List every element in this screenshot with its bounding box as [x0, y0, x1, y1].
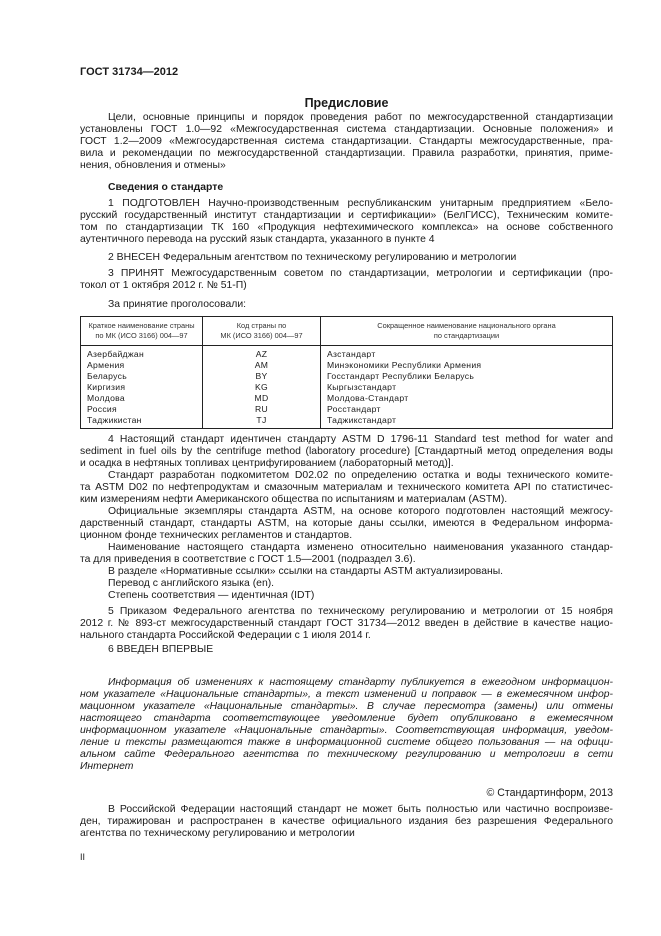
- text-line: вила и рекомендации по межгосударственной стандартизации. Правила разработки, принятия, приме-: [80, 148, 613, 159]
- text-line: Сведения о стандарте: [108, 182, 224, 193]
- text-line: альном сайте Федерального агентства по техническому регулированию и метрологии в сети: [80, 749, 613, 760]
- text-line: токол от 1 октября 2012 г. № 51-П): [80, 280, 247, 291]
- text-line: Наименование настоящего стандарта изменено относительно наименования указанного стандар-: [108, 542, 613, 553]
- cell-code: KG: [203, 382, 321, 393]
- cell-country: Беларусь: [81, 371, 203, 382]
- text-line: Стандарт разработан подкомитетом D02.02 по определению остатка и воды технического комите-: [108, 470, 613, 481]
- text-line: Информация об изменениях к настоящему стандарту публикуется в ежегодном информацион-: [108, 677, 613, 688]
- cell-country: Таджикистан: [81, 415, 203, 429]
- text-line: 2 ВНЕСЕН Федеральным агентством по техническому регулированию и метрологии: [108, 252, 517, 263]
- text-line: Перевод с английского языка (en).: [108, 578, 275, 589]
- table-row: [81, 404, 613, 415]
- text-line: ден, тиражирован и распространен в качестве официального издания без разрешения Федерального: [80, 816, 613, 827]
- text-line: sediment in fuel oils by the centrifuge method (laboratory procedure) [Стандартный метод определения воды: [80, 446, 613, 457]
- text-line: В Российской Федерации настоящий стандарт не может быть полностью или частично воспроизве-: [108, 804, 613, 815]
- paragraph-about-heading: [80, 182, 613, 194]
- paragraph-item-3: [80, 268, 613, 292]
- text-line: Цели, основные принципы и порядок проведения работ по межгосударственной стандартизации: [108, 112, 613, 123]
- text-line: ким измерениям нефти Американского общества по испытаниям и материалам (ASTM).: [80, 494, 508, 505]
- table-row: [81, 346, 613, 361]
- paragraph-intro: [80, 112, 613, 172]
- text-line: установлены ГОСТ 1.0—92 «Межгосударственная система стандартизации. Основные положения» и: [80, 124, 613, 135]
- table-row: [81, 371, 613, 382]
- cell-country: Киргизия: [81, 382, 203, 393]
- cell-authority: Минэкономики Республики Армения: [321, 360, 613, 371]
- paragraph-item-4-name: [80, 542, 613, 566]
- paragraph-item-4-dev: [80, 470, 613, 506]
- text-line: аутентичного перевода на русский язык стандарта, указанного в пункте 4: [80, 234, 435, 245]
- cell-authority: Азстандарт: [321, 346, 613, 361]
- text-line: нального стандарта Российской Федерации с 1 июля 2014 г.: [80, 630, 371, 641]
- table-row: [81, 360, 613, 371]
- page-title: Предисловие: [304, 96, 389, 110]
- text-line: и осадка в нефтяных топливах центрифугированием (лабораторный метод)].: [80, 458, 454, 469]
- text-line: информационном указателе «Национальные стандарты». Соответствующая информация, уведом-: [80, 725, 613, 736]
- cell-authority: Кыргызстандарт: [321, 382, 613, 393]
- cell-authority: Таджикстандарт: [321, 415, 613, 429]
- text-line: агентства по техническому регулированию и метрологии: [80, 828, 355, 839]
- cell-code: MD: [203, 393, 321, 404]
- paragraph-item-4-translation: [80, 578, 613, 590]
- cell-code: TJ: [203, 415, 321, 429]
- paragraph-changes-info: [80, 677, 613, 773]
- paragraph-item-4-refs: [80, 566, 613, 578]
- text-line: За принятие проголосовали:: [108, 299, 247, 310]
- text-line: ционном фонде технических регламентов и стандартов.: [80, 530, 353, 541]
- cell-authority: Молдова-Стандарт: [321, 393, 613, 404]
- header-line: Краткое наименование страны: [88, 321, 195, 330]
- paragraph-item-6: [80, 644, 613, 656]
- paragraph-item-1: [80, 198, 613, 246]
- text-line: В разделе «Нормативные ссылки» ссылки на стандарты ASTM актуализированы.: [108, 566, 504, 577]
- paragraph-item-5: [80, 606, 613, 642]
- text-line: настоящего стандарта соответствующее уведомление будет опубликовано в ежемесячном: [80, 713, 613, 724]
- table-row: [81, 415, 613, 429]
- table-row: [81, 393, 613, 404]
- table-row: [81, 382, 613, 393]
- text-line: Степень соответствия — идентичная (IDT): [108, 590, 315, 601]
- text-line: 3 ПРИНЯТ Межгосударственным советом по стандартизации, метрологии и сертификации (про-: [108, 268, 613, 279]
- cell-code: RU: [203, 404, 321, 415]
- cell-code: AZ: [203, 346, 321, 361]
- header-line: Код страны по: [236, 321, 287, 330]
- paragraph-item-4-degree: [80, 590, 613, 602]
- table-body: [81, 346, 613, 429]
- cell-country: Армения: [81, 360, 203, 371]
- text-line: русский государственный институт стандартизации и сертификации» (БелГИСС), Техническим комите-: [80, 210, 613, 221]
- text-line: та ASTM D02 по нефтепродуктам и смазочным материалам и технического комитета API по статистичес-: [80, 482, 613, 493]
- voting-table: [80, 316, 613, 429]
- text-line: ГОСТ 1.2—2009 «Межгосударственная система стандартизации. Стандарты межгосударственные, пра-: [80, 136, 613, 147]
- cell-country: Азербайджан: [81, 346, 203, 361]
- column-header-authority: [321, 317, 613, 346]
- paragraph-voted: [80, 299, 613, 311]
- text-line: нения, обновления и отмены»: [80, 160, 226, 171]
- header-line: по стандартизации: [433, 331, 500, 340]
- column-header-code: [203, 317, 321, 346]
- text-line: 1 ПОДГОТОВЛЕН Научно-производственным республиканским унитарным предприятием «Бело-: [108, 198, 613, 209]
- text-line: мационном указателе «Национальные стандарты». В случае пересмотра (замены) или отмены: [80, 701, 613, 712]
- cell-country: Россия: [81, 404, 203, 415]
- cell-authority: Госстандарт Республики Беларусь: [321, 371, 613, 382]
- cell-code: BY: [203, 371, 321, 382]
- copyright: © Стандартинформ, 2013: [486, 787, 613, 799]
- text-line: Интернет: [80, 761, 134, 772]
- page-number: II: [80, 852, 86, 862]
- paragraph-item-4-official: [80, 506, 613, 542]
- header-line: по МК (ИСО 3166) 004—97: [95, 331, 188, 340]
- cell-country: Молдова: [81, 393, 203, 404]
- header-line: МК (ИСО 3166) 004—97: [220, 331, 303, 340]
- paragraph-copyright-notice: [80, 804, 613, 840]
- table-header-row: [81, 317, 613, 346]
- text-line: та для приведения в соответствие с ГОСТ 1.5—2001 (подраздел 3.6).: [80, 554, 416, 565]
- text-line: 5 Приказом Федерального агентства по техническому регулированию и метрологии от 15 ноября: [108, 606, 613, 617]
- header-line: Сокращенное наименование национального органа: [377, 321, 556, 330]
- text-line: 2012 г. № 893-ст межгосударственный стандарт ГОСТ 31734—2012 введен в действие в качестве нацио-: [80, 618, 613, 629]
- document-header: ГОСТ 31734—2012: [80, 66, 179, 78]
- cell-code: AM: [203, 360, 321, 371]
- paragraph-item-2: [80, 252, 613, 264]
- text-line: ление и тексты размещаются также в информационной системе общего пользования — на офици-: [80, 737, 613, 748]
- cell-authority: Росстандарт: [321, 404, 613, 415]
- paragraph-item-4: [80, 434, 613, 470]
- text-line: том по стандартизации ТК 160 «Продукция нефтехимического комплекса» на основе собственного: [80, 222, 613, 233]
- text-line: 6 ВВЕДЕН ВПЕРВЫЕ: [108, 644, 214, 655]
- column-header-country: [81, 317, 203, 346]
- text-line: Официальные экземпляры стандарта ASTM, на основе которого подготовлен настоящий межгосу-: [108, 506, 613, 517]
- text-line: ном указателе «Национальные стандарты», а текст изменений и поправок — в ежемесячном инфор-: [80, 689, 613, 700]
- text-line: 4 Настоящий стандарт идентичен стандарту ASTM D 1796-11 Standard test method for water and: [108, 434, 613, 445]
- text-line: дарственный стандарт, стандарты ASTM, на которые даны ссылки, имеются в Федеральном информа-: [80, 518, 613, 529]
